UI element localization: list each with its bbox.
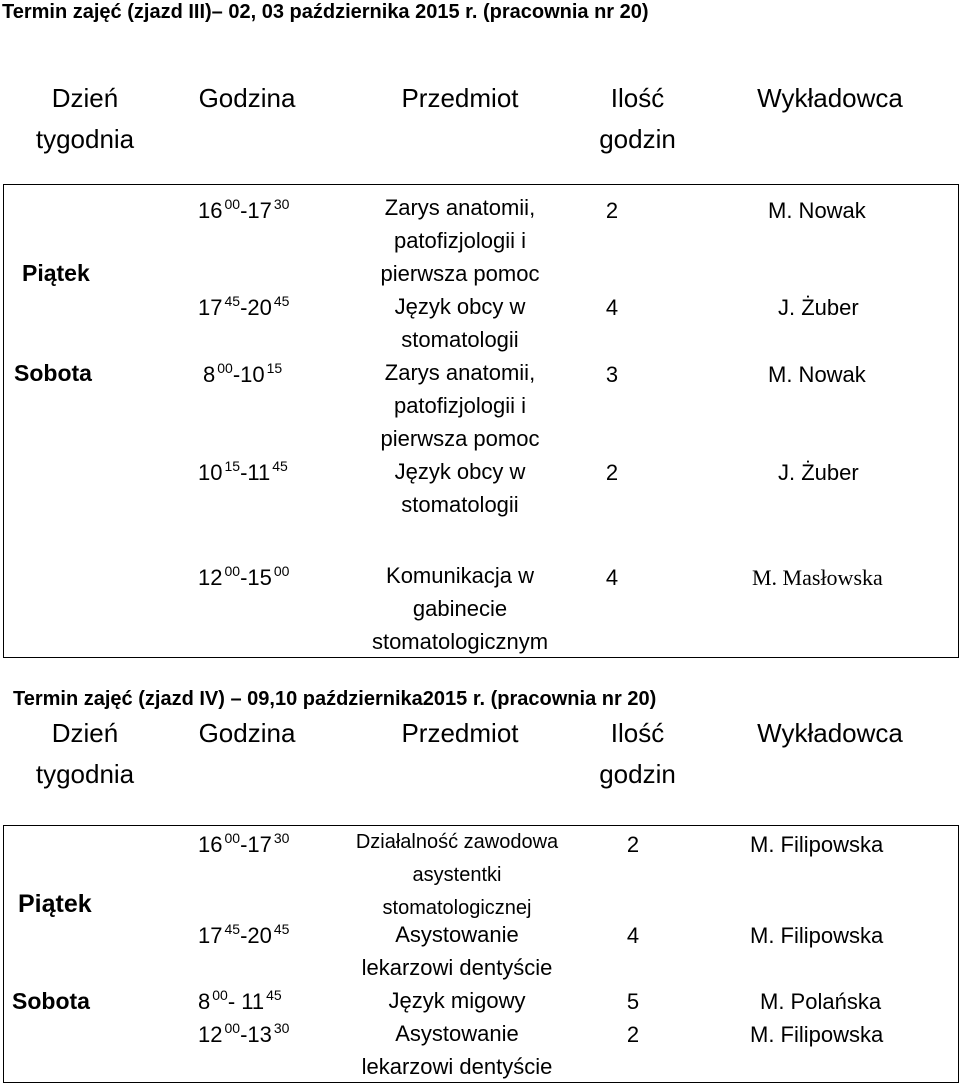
hours-count: 3 [605,362,619,387]
header-hour: Godzina [198,83,296,113]
time-range: 12 $^{00}$-13 $^{30}$ [198,1020,290,1047]
header-day: Dzień tygodnia [35,718,135,789]
table-border-right [958,184,959,658]
header-hours-count: Ilość godzin [599,83,676,154]
table-border-left [3,184,4,658]
time-range: 10 $^{15}$-11 $^{45}$ [198,458,288,485]
subject-name: Działalność zawodowa asystentki stomatologicznej [355,831,559,919]
header-subject: Przedmiot [401,83,519,113]
subject-name: Zarys anatomii, patofizjologii i pierwsza pomoc [380,195,540,286]
hours-count: 2 [626,832,640,857]
day-friday: Piątek [18,890,92,918]
lecturer-name: M. Filipowska [750,1022,884,1047]
hours-count: 4 [605,565,619,590]
header-lecturer: Wykładowca [757,718,903,748]
subject-name: Komunikacja w gabinecie stomatologicznym [371,563,549,654]
hours-count: 4 [605,295,619,320]
lecturer-name: J. Żuber [778,295,859,320]
header-subject: Przedmiot [401,718,519,748]
header-lecturer: Wykładowca [757,83,903,113]
table-border-left [3,825,4,1083]
lecturer-name: M. Filipowska [750,832,884,857]
lecturer-name: J. Żuber [778,460,859,485]
time-range: 8 $^{00}$-10 $^{15}$ [203,360,283,387]
table-border-right [958,825,959,1083]
lecturer-name: M. Filipowska [750,923,884,948]
hours-count: 2 [626,1022,640,1047]
subject-name: Zarys anatomii, patofizjologii i pierwsza pomoc [380,360,540,451]
day-saturday: Sobota [12,988,90,1014]
schedule-caption: Termin zajęć (zjazd III)– 02, 03 października 2015 r. (pracownia nr 20) [2,1,649,23]
time-range: 16 $^{00}$-17 $^{30}$ [198,830,290,857]
day-saturday: Sobota [14,360,92,386]
time-range: 17 $^{45}$-20 $^{45}$ [198,293,290,320]
lecturer-name: M. Nowak [768,362,866,387]
header-hours-count: Ilość godzin [599,718,676,789]
lecturer-name: M. Nowak [768,198,866,223]
header-day: Dzień tygodnia [35,83,135,154]
subject-name: Asystowanie lekarzowi dentyście [361,1021,553,1079]
time-range: 12 $^{00}$-15 $^{00}$ [198,563,290,590]
schedule-caption: Termin zajęć (zjazd IV) – 09,10 października2015 r. (pracownia nr 20) [13,688,657,710]
lecturer-name: M. Polańska [760,989,882,1014]
subject-name: Asystowanie lekarzowi dentyście [361,922,553,980]
table-rule [3,184,959,185]
day-friday: Piątek [22,260,90,286]
subject-name: Język obcy w stomatologii [394,294,526,352]
header-hour: Godzina [198,718,296,748]
hours-count: 2 [605,460,619,485]
time-range: 16 $^{00}$-17 $^{30}$ [198,196,290,223]
hours-count: 5 [626,989,640,1014]
subject-name: Język obcy w stomatologii [394,459,526,517]
time-range: 8 $^{00}$- 11 $^{45}$ [198,987,282,1014]
lecturer-name: M. Masłowska [752,565,883,590]
hours-count: 2 [605,198,619,223]
hours-count: 4 [626,923,640,948]
subject-name: Język migowy [388,988,526,1013]
time-range: 17 $^{45}$-20 $^{45}$ [198,921,290,948]
